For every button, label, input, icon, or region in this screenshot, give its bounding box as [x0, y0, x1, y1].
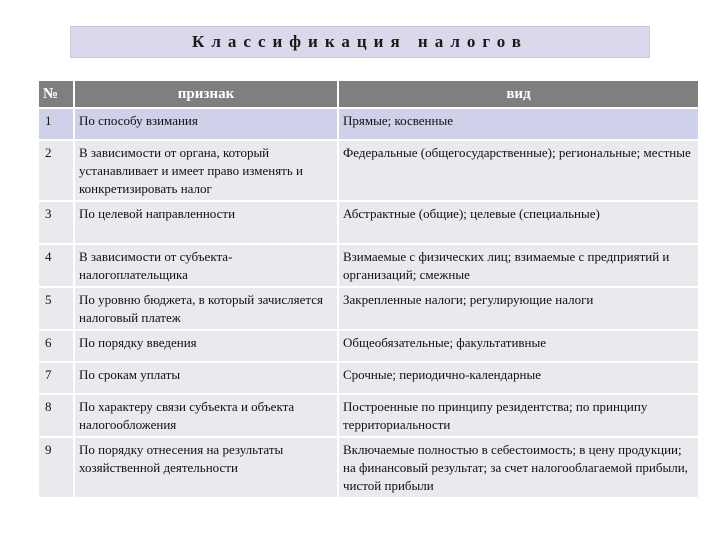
- table-row: [39, 438, 698, 497]
- row-feature: По целевой направленности: [75, 202, 337, 243]
- table-row: [39, 331, 698, 361]
- header-type: вид: [339, 81, 698, 107]
- row-type: Прямые; косвенные: [339, 109, 698, 139]
- table-row: [39, 395, 698, 436]
- row-number: 1: [39, 109, 73, 139]
- page-title: Классификация налогов: [192, 32, 528, 51]
- row-feature: По порядку введения: [75, 331, 337, 361]
- tax-classification-table: [37, 79, 700, 499]
- table-row: [39, 245, 698, 286]
- row-number: 3: [39, 202, 73, 243]
- table-row: [39, 109, 698, 139]
- row-feature: По способу взимания: [75, 109, 337, 139]
- row-type: Федеральные (общегосударственные); региональные; местные: [339, 141, 698, 200]
- row-number: 7: [39, 363, 73, 393]
- row-type: Закрепленные налоги; регулирующие налоги: [339, 288, 698, 329]
- table-row: [39, 288, 698, 329]
- row-type: Построенные по принципу резидентства; по принципу территориальности: [339, 395, 698, 436]
- row-number: 2: [39, 141, 73, 200]
- row-type: Абстрактные (общие); целевые (специальные): [339, 202, 698, 243]
- table-row: [39, 141, 698, 200]
- row-feature: По характеру связи субъекта и объекта налогообложения: [75, 395, 337, 436]
- row-type: Взимаемые с физических лиц; взимаемые с предприятий и организаций; смежные: [339, 245, 698, 286]
- row-number: 4: [39, 245, 73, 286]
- row-feature: По уровню бюджета, в который зачисляется налоговый платеж: [75, 288, 337, 329]
- header-number: №: [39, 81, 73, 107]
- row-feature: В зависимости от органа, который устанавливает и имеет право изменять и конкретизировать налог: [75, 141, 337, 200]
- row-feature: В зависимости от субъекта-налогоплательщика: [75, 245, 337, 286]
- row-feature: По порядку отнесения на результаты хозяйственной деятельности: [75, 438, 337, 497]
- table-header-row: [39, 81, 698, 107]
- row-type: Включаемые полностью в себестоимость; в цену продукции; на финансовый результат; за счет налогооблагаемой прибыли, чистой прибыли: [339, 438, 698, 497]
- row-type: Общеобязательные; факультативные: [339, 331, 698, 361]
- row-number: 9: [39, 438, 73, 497]
- row-type: Срочные; периодично-календарные: [339, 363, 698, 393]
- row-number: 8: [39, 395, 73, 436]
- title-banner: [70, 26, 650, 58]
- row-feature: По срокам уплаты: [75, 363, 337, 393]
- row-number: 6: [39, 331, 73, 361]
- table-row: [39, 363, 698, 393]
- header-feature: признак: [75, 81, 337, 107]
- row-number: 5: [39, 288, 73, 329]
- table-row: [39, 202, 698, 243]
